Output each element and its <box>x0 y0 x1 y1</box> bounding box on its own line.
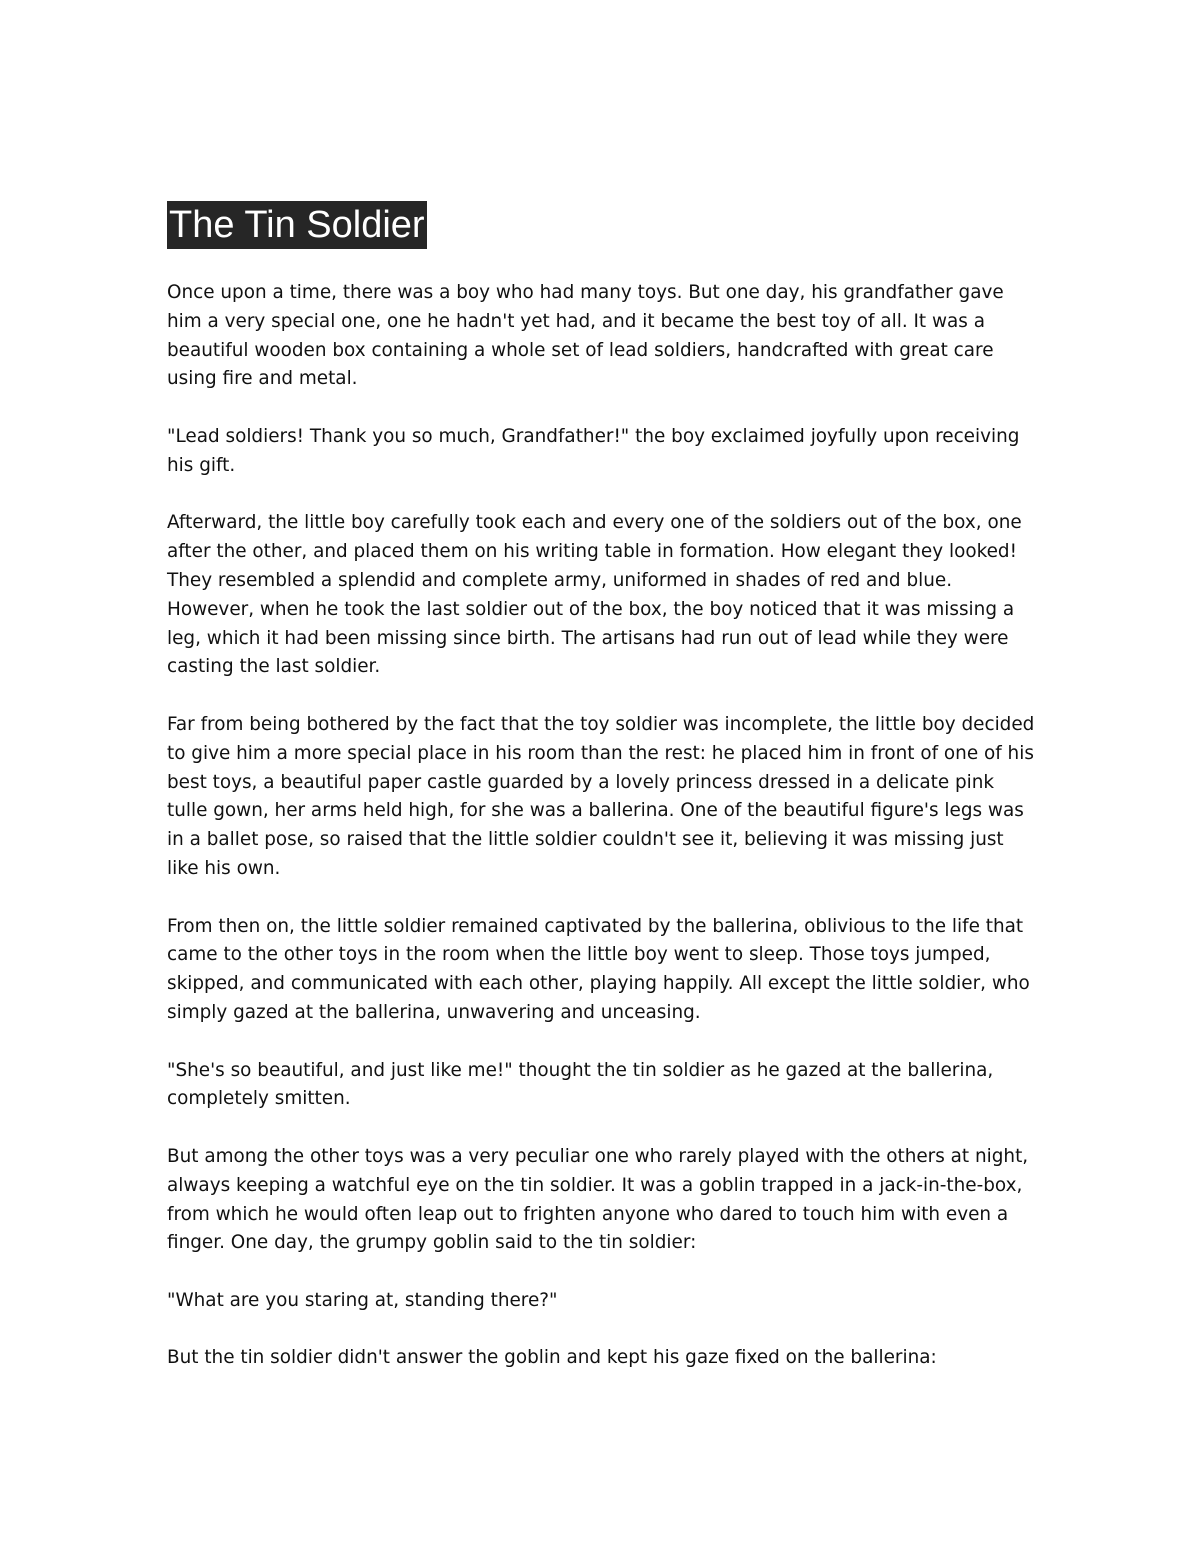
paragraph: Afterward, the little boy carefully took each and every one of the soldiers out of the box, one after the other, and placed them on his writing table in formation. How elegant they looked! They resembled a splendid and complete army, uniformed in shades of red and blue. However, when he took the last soldier out of the box, the boy noticed that it was missing a leg, which it had been missing since birth. The artisans had run out of lead while they were casting the last soldier. <box>167 512 1022 678</box>
paragraph: But among the other toys was a very peculiar one who rarely played with the others at night, always keeping a watchful eye on the tin soldier. It was a goblin trapped in a jack-in-the-box, from which he would often leap out to frighten anyone who dared to touch him with even a finger. One day, the grumpy goblin said to the tin soldier: <box>167 1145 1029 1254</box>
paragraph: "Lead soldiers! Thank you so much, Grandfather!" the boy exclaimed joyfully upon receiving his gift. <box>167 425 1020 476</box>
document-title: The Tin Soldier <box>167 201 427 249</box>
paragraph: Once upon a time, there was a boy who had many toys. But one day, his grandfather gave him a very special one, one he hadn't yet had, and it became the best toy of all. It was a beautiful wooden box containing a whole set of lead soldiers, handcrafted with great care using fire and metal. <box>167 282 1004 390</box>
paragraph: From then on, the little soldier remained captivated by the ballerina, oblivious to the life that came to the other toys in the room when the little boy went to sleep. Those toys jumped, skipped, and communicated with each other, playing happily. All except the little soldier, who simply gazed at the ballerina, unwavering and unceasing. <box>167 915 1030 1023</box>
document-body <box>167 279 1037 1402</box>
paragraph: "What are you staring at, standing there?" <box>167 1289 558 1311</box>
paragraph: But the tin soldier didn't answer the goblin and kept his gaze fixed on the ballerina: <box>167 1347 937 1369</box>
paragraph: Far from being bothered by the fact that the toy soldier was incomplete, the little boy decided to give him a more special place in his room than the rest: he placed him in front of one of his best toys, a beautiful paper castle guarded by a lovely princess dressed in a delicate pink tulle gown, her arms held high, for she was a ballerina. One of the beautiful figure's legs was in a ballet pose, so raised that the little soldier couldn't see it, believing it was missing just like his own. <box>167 713 1035 879</box>
paragraph: "She's so beautiful, and just like me!" thought the tin soldier as he gazed at the ballerina, completely smitten. <box>167 1059 994 1110</box>
